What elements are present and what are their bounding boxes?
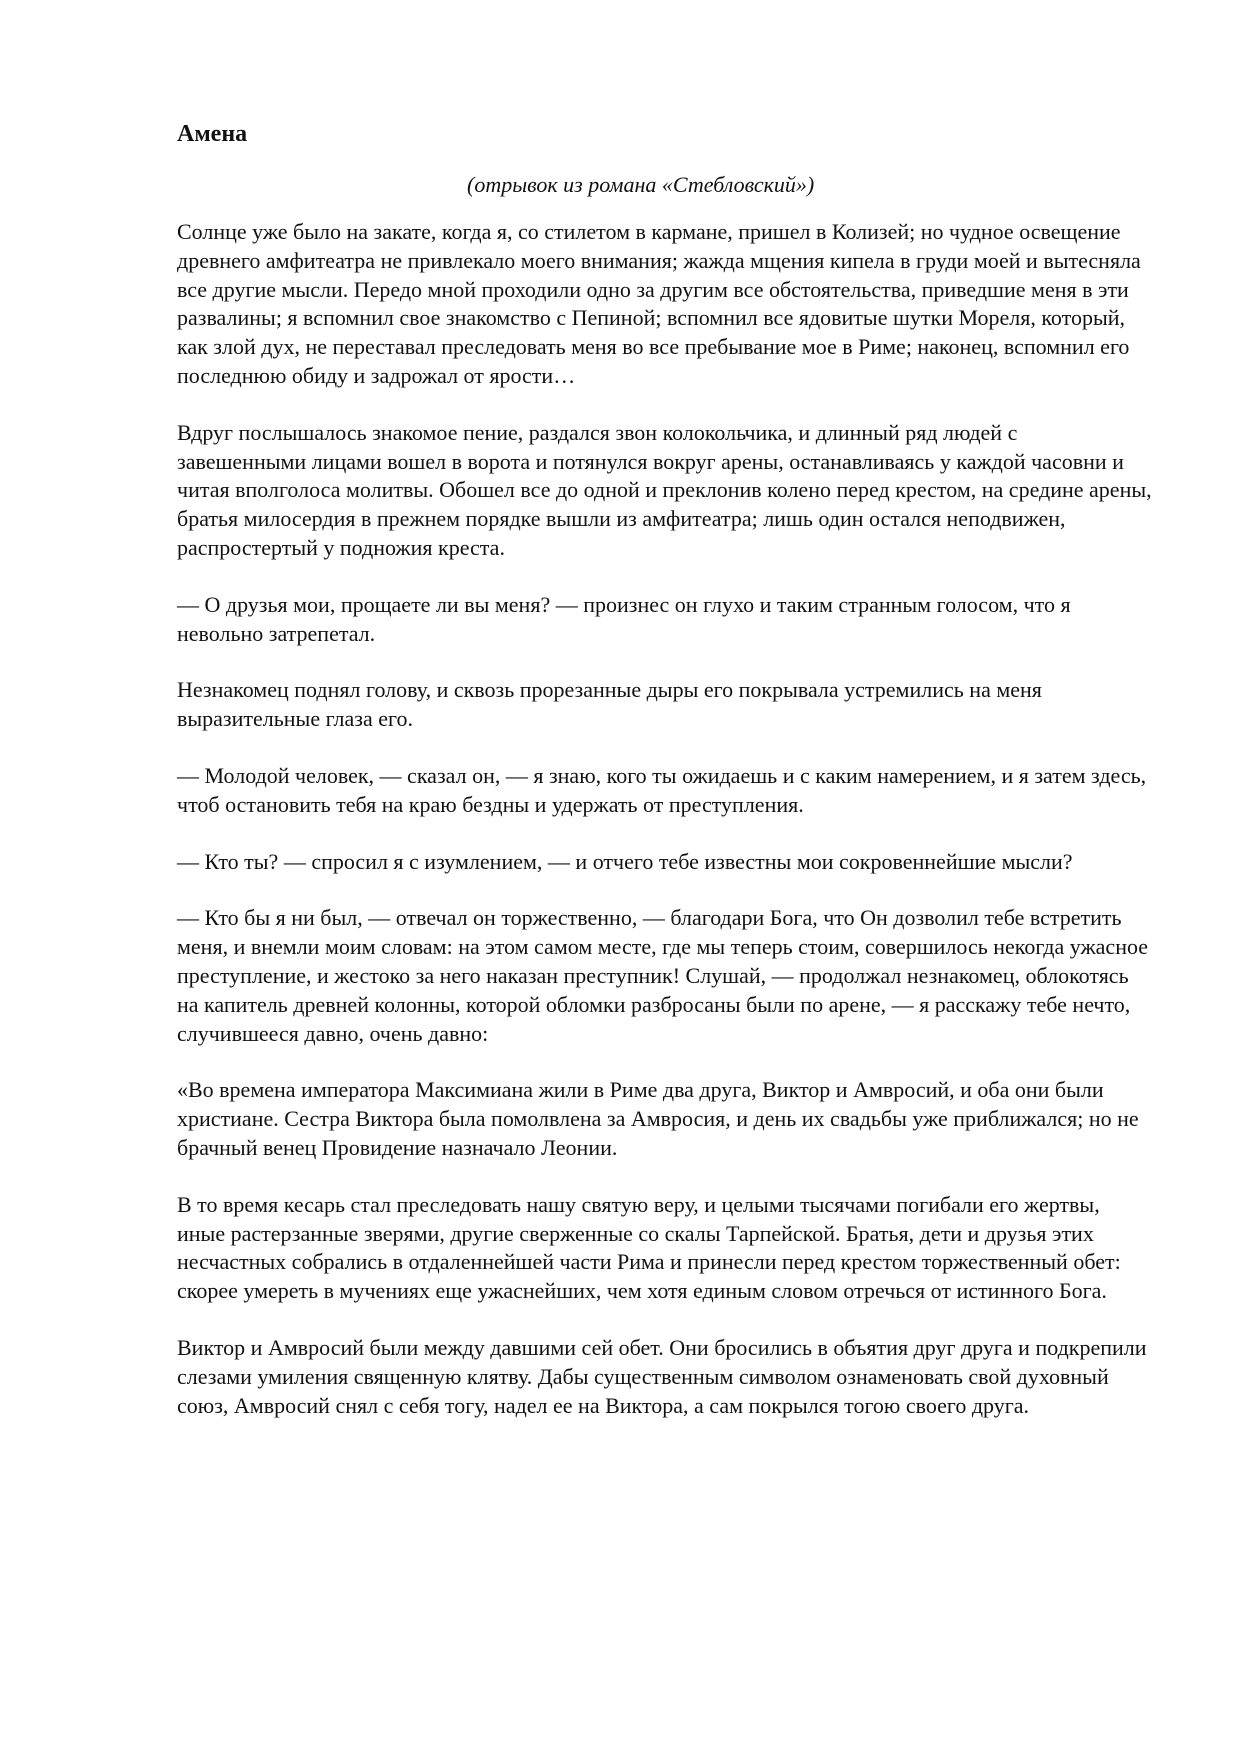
paragraph: — Кто бы я ни был, — отвечал он торжественно, — благодари Бога, что Он дозволил тебе встретить меня, и внемли моим словам: на этом самом месте, где мы теперь стоим, совершилось некогда ужасное преступление, и жестоко за него наказан преступник! Слушай, — продолжал незнакомец, облокотясь на капитель древней колонны, которой обломки разбросаны были по арене, — я расскажу тебе нечто, случившееся давно, очень давно: xyxy=(177,905,1149,1046)
paragraph: — О друзья мои, прощаете ли вы меня? — произнес он глухо и таким странным голосом, что я невольно затрепетал. xyxy=(177,591,1071,646)
document-body xyxy=(177,218,1152,1420)
paragraph: — Кто ты? — спросил я с изумлением, — и отчего тебе известны мои сокровеннейшие мысли? xyxy=(177,848,1073,874)
document-title: Амена xyxy=(177,121,248,147)
paragraph: Виктор и Амвросий были между давшими сей обет. Они бросились в объятия друг друга и подкрепили слезами умиления священную клятву. Дабы существенным символом ознаменовать свой духовный союз, Амвросий снял с себя тогу, надел ее на Виктора, а сам покрылся тогою своего друга. xyxy=(177,1334,1147,1418)
document-page xyxy=(177,118,1152,1420)
paragraph: В то время кесарь стал преследовать нашу святую веру, и целыми тысячами погибали его жертвы, иные растерзанные зверями, другие сверженные со скалы Тарпейской. Братья, дети и друзья этих несчастных собрались в отдаленнейшей части Рима и принесли перед крестом торжественный обет: скорее умереть в мучениях еще ужаснейших, чем хотя единым словом отречься от истинного Бога. xyxy=(177,1191,1121,1304)
document-subtitle: (отрывок из романа «Стебловский») xyxy=(467,172,815,197)
paragraph: Незнакомец поднял голову, и сквозь прорезанные дыры его покрывала устремились на меня выразительные глаза его. xyxy=(177,677,1042,732)
paragraph: — Молодой человек, — сказал он, — я знаю, кого ты ожидаешь и с каким намерением, и я затем здесь, чтоб остановить тебя на краю бездны и удержать от преступления. xyxy=(177,762,1147,817)
paragraph: «Во времена императора Максимиана жили в Риме два друга, Виктор и Амвросий, и оба они были христиане. Сестра Виктора была помолвлена за Амвросия, и день их свадьбы уже приближался; но не брачный венец Провидение назначало Леонии. xyxy=(177,1077,1139,1160)
paragraph: Вдруг послышалось знакомое пение, раздался звон колокольчика, и длинный ряд людей с завешенными лицами вошел в ворота и потянулся вокруг арены, останавливаясь у каждой часовни и читая вполголоса молитвы. Обошел все до одной и преклонив колено перед крестом, на средине арены, братья милосердия в прежнем порядке вышли из амфитеатра; лишь один остался неподвижен, распростертый у подножия креста. xyxy=(177,419,1152,560)
paragraph: Солнце уже было на закате, когда я, со стилетом в кармане, пришел в Колизей; но чудное освещение древнего амфитеатра не привлекало моего внимания; жажда мщения кипела в груди моей и вытесняла все другие мысли. Передо мной проходили одно за другим все обстоятельства, приведшие меня в эти развалины; я вспомнил свое знакомство с Пепиной; вспомнил все ядовитые шутки Мореля, который, как злой дух, не переставал преследовать меня во все пребывание мое в Риме; наконец, вспомнил его последнюю обиду и задрожал от ярости… xyxy=(177,219,1141,388)
